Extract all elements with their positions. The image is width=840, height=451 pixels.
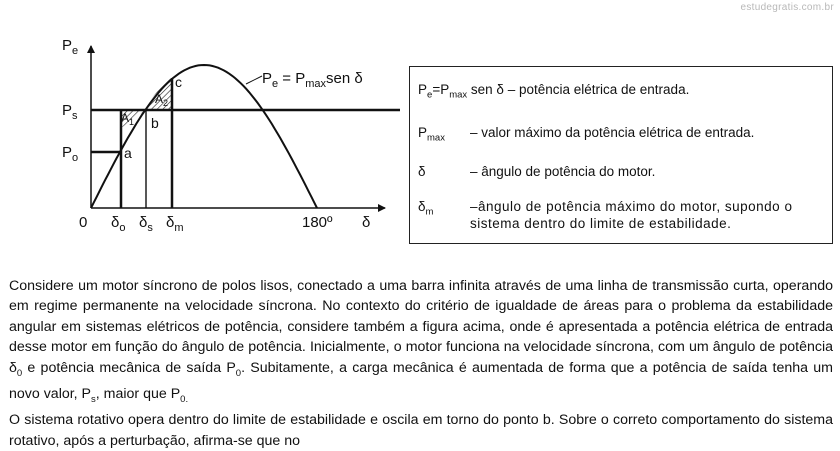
point-a-label: a bbox=[124, 145, 132, 161]
x-axis-label: δ bbox=[362, 214, 371, 231]
ps-label: $P_s$ bbox=[62, 102, 78, 122]
legend-row-pe bbox=[418, 81, 826, 104]
site-watermark: estudegratis.com.br bbox=[740, 2, 834, 13]
delta-m-label: $\delta_m$ bbox=[166, 214, 184, 234]
legend-delta-desc: – ângulo de potência do motor. bbox=[470, 164, 656, 179]
origin-label: 0 bbox=[79, 214, 88, 231]
legend-pmax-desc: – valor máximo da potência elétrica de entrada. bbox=[470, 125, 755, 140]
delta-s-label: $\delta_s$ bbox=[139, 214, 153, 234]
legend-box bbox=[409, 66, 833, 244]
point-c-label: c bbox=[175, 74, 182, 90]
point-b-label: b bbox=[151, 115, 159, 131]
curve-label-arrow bbox=[246, 76, 262, 84]
curve-equation-label: $P_e = P_{max}sen$ δ bbox=[262, 70, 363, 90]
po-label: $P_o$ bbox=[62, 144, 79, 164]
area-a2-label: $A_2$ bbox=[155, 92, 169, 108]
y-axis-label: $P_e$ bbox=[62, 37, 79, 57]
legend-pmax-symbol: $P_{max}$ bbox=[418, 125, 445, 144]
power-angle-figure bbox=[0, 0, 400, 250]
legend-delta-m-symbol: $\delta_m$ bbox=[418, 199, 434, 218]
legend-delta-m-desc: –ângulo de potência máximo do motor, supondo o sistema dentro do limite de estabilidade. bbox=[470, 199, 793, 231]
legend-pe-symbol: $P_e=P_{max}$ sen δ bbox=[418, 82, 504, 101]
area-a1-label: $A_1$ bbox=[121, 111, 135, 127]
question-paragraph-2: O sistema rotativo opera dentro do limite de estabilidade e oscila em torno do ponto b. Sobre o correto comportamento do sistema rotativo, após a perturbação, afirma-se que no bbox=[9, 412, 833, 449]
x-180-label: 180º bbox=[302, 214, 333, 231]
legend-pe-desc: – potência elétrica de entrada. bbox=[503, 82, 690, 97]
question-paragraph-1: Considere um motor síncrono de polos lisos, conectado a uma barra infinita através de uma linha de transmissão curta, operando em regime permanente na velocidade síncrona. No contexto do critério de igualdade de áreas para o problema da estabilidade angular em sistemas elétricos de potência, considere também a figura acima, onde é apresentada a potência elétrica de entrada desse motor em função do ângulo de potência. Inicialmente, o motor funciona na velocidade síncrona, com um ângulo de potência $\delta_0$ e potência mecânica de saída $P_0$. Subitamente, a carga mecânica é aumentada de forma que a potência de saída tenha um novo valor, $P_s$, maior que $P_{0.}$ bbox=[9, 278, 833, 405]
question-text bbox=[9, 276, 833, 451]
legend-delta-symbol: δ bbox=[418, 164, 426, 179]
delta-o-label: $\delta_o$ bbox=[111, 214, 126, 234]
